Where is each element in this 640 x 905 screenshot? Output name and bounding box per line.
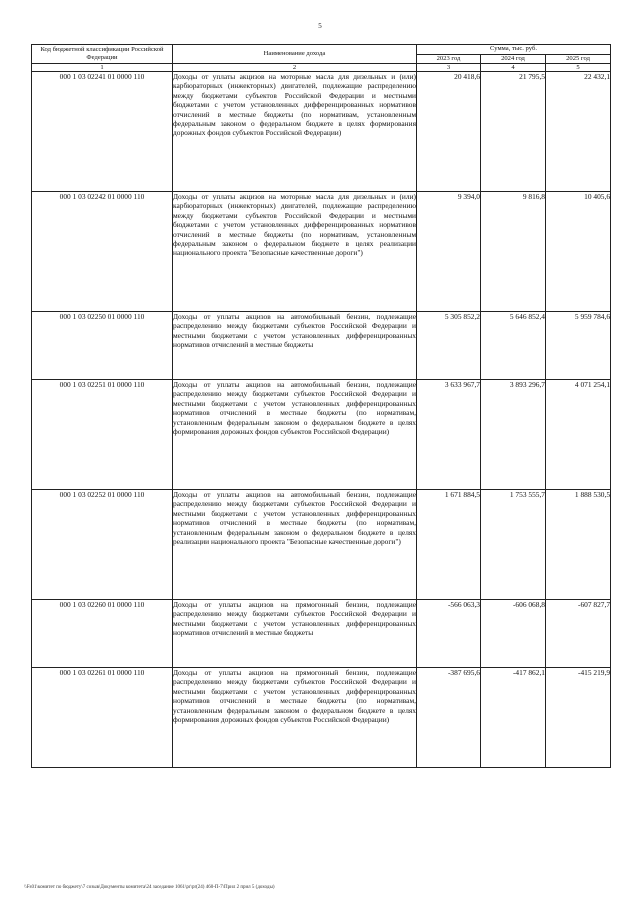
table-row xyxy=(32,668,611,768)
header-code: Код бюджетной классификации Российской Федерации xyxy=(32,45,173,64)
value-2024: 21 795,5 xyxy=(481,72,546,192)
table-header xyxy=(32,45,611,72)
value-2024: 5 646 852,4 xyxy=(481,312,546,380)
revenue-table xyxy=(31,44,611,768)
value-2023: -387 695,6 xyxy=(417,668,481,768)
budget-code: 000 1 03 02250 01 0000 110 xyxy=(32,312,173,380)
budget-code: 000 1 03 02251 01 0000 110 xyxy=(32,380,173,490)
header-year-2023: 2023 год xyxy=(417,55,481,64)
value-2023: 1 671 884,5 xyxy=(417,490,481,600)
budget-code: 000 1 03 02260 01 0000 110 xyxy=(32,600,173,668)
value-2025: 5 959 784,6 xyxy=(546,312,611,380)
value-2023: 20 418,6 xyxy=(417,72,481,192)
header-sum: Сумма, тыс. руб. xyxy=(417,45,611,55)
value-2024: -417 862,1 xyxy=(481,668,546,768)
table-row xyxy=(32,380,611,490)
value-2024: 9 816,8 xyxy=(481,192,546,312)
column-number-5: 5 xyxy=(546,64,611,72)
value-2025: 1 888 530,5 xyxy=(546,490,611,600)
budget-code: 000 1 03 02242 01 0000 110 xyxy=(32,192,173,312)
value-2023: -566 063,3 xyxy=(417,600,481,668)
column-number-4: 4 xyxy=(481,64,546,72)
revenue-name: Доходы от уплаты акцизов на автомобильный бензин, подлежащие распределению между бюджетами субъектов Российской Федерации и местными бюджетами с учетом установленных дифференцированных нормативов отчислений в местные бюджеты (по нормативам, установленным федеральным законом о федеральном бюджете в целях формирования дорожных фондов субъектов Российской Федерации) xyxy=(173,380,417,490)
revenue-name: Доходы от уплаты акцизов на прямогонный бензин, подлежащие распределению между бюджетами субъектов Российской Федерации и местными бюджетами с учетом установленных дифференцированных нормативов отчислений в местные бюджеты (по нормативам, установленным федеральным законом о федеральном бюджете в целях формирования дорожных фондов субъектов Российской Федерации) xyxy=(173,668,417,768)
page-number: 5 xyxy=(318,22,322,30)
value-2023: 3 633 967,7 xyxy=(417,380,481,490)
revenue-name: Доходы от уплаты акцизов на моторные масла для дизельных и (или) карбюраторных (инжекторных) двигателей, подлежащие распределению между бюджетами субъектов Российской Федерации и местными бюджетами с учетом установленных дифференцированных нормативов отчислений в местные бюджеты (по нормативам, установленным федеральным законом о федеральном бюджете в целях реализации национального проекта "Безопасные качественные дороги") xyxy=(173,192,417,312)
header-year-2024: 2024 год xyxy=(481,55,546,64)
value-2025: -415 219,9 xyxy=(546,668,611,768)
budget-code: 000 1 03 02252 01 0000 110 xyxy=(32,490,173,600)
revenue-name: Доходы от уплаты акцизов на автомобильный бензин, подлежащие распределению между бюджетами субъектов Российской Федерации и местными бюджетами с учетом установленных дифференцированных нормативов отчислений в местные бюджеты (по нормативам, установленным федеральным законом о федеральном бюджете в целях реализации национального проекта "Безопасные качественные дороги") xyxy=(173,490,417,600)
value-2023: 9 394,0 xyxy=(417,192,481,312)
table-row xyxy=(32,600,611,668)
revenue-name: Доходы от уплаты акцизов на прямогонный бензин, подлежащие распределению между бюджетами субъектов Российской Федерации и местными бюджетами с учетом установленных дифференцированных нормативов отчислений в местные бюджеты xyxy=(173,600,417,668)
revenue-name: Доходы от уплаты акцизов на автомобильный бензин, подлежащие распределению между бюджетами субъектов Российской Федерации и местными бюджетами с учетом установленных дифференцированных нормативов отчислений в местные бюджеты xyxy=(173,312,417,380)
table-row xyxy=(32,72,611,192)
table-row xyxy=(32,490,611,600)
revenue-name: Доходы от уплаты акцизов на моторные масла для дизельных и (или) карбюраторных (инжекторных) двигателей, подлежащие распределению между бюджетами субъектов Российской Федерации и местными бюджетами с учетом установленных дифференцированных нормативов отчислений в местные бюджеты (по нормативам, установленным федеральным законом о федеральном бюджете в целях формирования дорожных фондов субъектов Российской Федерации) xyxy=(173,72,417,192)
value-2025: 22 432,1 xyxy=(546,72,611,192)
column-number-1: 1 xyxy=(32,64,173,72)
file-path-footer: \\Fs01\комитет по бюджету\7 созыв\Документы комитета\24 заседание 1061\pr\pr(24) 460-П-7\Прил 2 прил 5 (доходы) xyxy=(24,885,275,890)
table-row xyxy=(32,192,611,312)
column-number-3: 3 xyxy=(417,64,481,72)
value-2025: 10 405,6 xyxy=(546,192,611,312)
budget-code: 000 1 03 02261 01 0000 110 xyxy=(32,668,173,768)
header-year-2025: 2025 год xyxy=(546,55,611,64)
budget-code: 000 1 03 02241 01 0000 110 xyxy=(32,72,173,192)
value-2023: 5 305 852,2 xyxy=(417,312,481,380)
column-number-2: 2 xyxy=(173,64,417,72)
value-2025: 4 071 254,1 xyxy=(546,380,611,490)
value-2024: 1 753 555,7 xyxy=(481,490,546,600)
value-2024: -606 068,8 xyxy=(481,600,546,668)
value-2025: -607 827,7 xyxy=(546,600,611,668)
header-name: Наименование дохода xyxy=(173,45,417,64)
value-2024: 3 893 296,7 xyxy=(481,380,546,490)
table-row xyxy=(32,312,611,380)
